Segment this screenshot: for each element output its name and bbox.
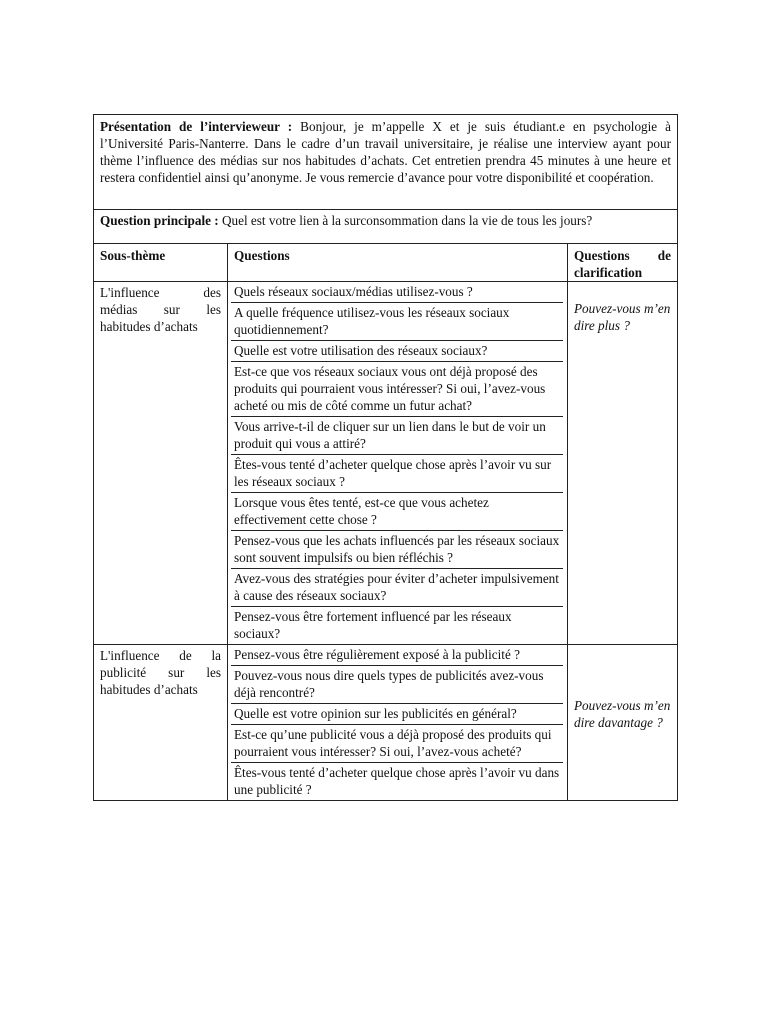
header-questions: Questions bbox=[228, 244, 568, 282]
intro-label: Présentation de l’intervieweur : bbox=[100, 119, 293, 134]
question-item: Pensez-vous être régulièrement exposé à la publicité ? bbox=[231, 645, 563, 666]
section-questions-media bbox=[228, 282, 568, 645]
section-theme-media: L'influence des médias sur les habitudes d’achats bbox=[94, 282, 228, 645]
question-item: A quelle fréquence utilisez-vous les réseaux sociaux quotidiennement? bbox=[231, 303, 563, 341]
section-row-media bbox=[94, 282, 678, 645]
intro-cell bbox=[94, 115, 678, 210]
question-item: Êtes-vous tenté d’acheter quelque chose après l’avoir vu dans une publicité ? bbox=[234, 765, 560, 797]
interview-guide bbox=[93, 114, 677, 801]
interview-table bbox=[93, 114, 678, 801]
question-item: Vous arrive-t-il de cliquer sur un lien dans le but de voir un produit qui vous a attiré? bbox=[231, 417, 563, 455]
main-question-label: Question principale : bbox=[100, 213, 219, 228]
header-theme: Sous-thème bbox=[94, 244, 228, 282]
header-clarification: Questions de clarification bbox=[568, 244, 678, 282]
main-question-cell bbox=[94, 210, 678, 244]
main-question-row bbox=[94, 210, 678, 244]
main-question-text: Quel est votre lien à la surconsommation dans la vie de tous les jours? bbox=[218, 213, 593, 228]
question-item: Êtes-vous tenté d’acheter quelque chose après l’avoir vu sur les réseaux sociaux ? bbox=[231, 455, 563, 493]
question-item: Quelle est votre utilisation des réseaux sociaux? bbox=[231, 341, 563, 362]
intro-text: Bonjour, je m’appelle X et je suis étudiant.e en psychologie à l’Université Paris-Nanterre. Dans le cadre d’un travail universitaire, je réalise une interview ayant pour thème l’influence des médias sur nos habitudes d’achats. Cet entretien prendra 45 minutes à une heure et restera confidentiel ainsi qu’anonyme. Je vous remercie d’avance pour votre disponibilité et coopération. bbox=[100, 119, 672, 185]
question-item: Pouvez-vous nous dire quels types de publicités avez-vous déjà rencontré? bbox=[231, 666, 563, 704]
question-item: Pensez-vous être fortement influencé par les réseaux sociaux? bbox=[234, 609, 512, 641]
section-theme-advertising: L'influence de la publicité sur les habitudes d’achats bbox=[94, 645, 228, 801]
question-item: Lorsque vous êtes tenté, est-ce que vous achetez effectivement cette chose ? bbox=[231, 493, 563, 531]
section-row-advertising bbox=[94, 645, 678, 801]
question-item: Est-ce que vos réseaux sociaux vous ont déjà proposé des produits qui pourraient vous intéresser? Si oui, l’avez-vous acheté ou mis de côté comme un futur achat? bbox=[231, 362, 563, 417]
section-clarification-advertising: Pouvez-vous m’en dire davantage ? bbox=[568, 645, 678, 801]
question-list-advertising bbox=[231, 645, 563, 800]
intro-row bbox=[94, 115, 678, 210]
question-item: Pensez-vous que les achats influencés par les réseaux sociaux sont souvent impulsifs ou bien réfléchis ? bbox=[231, 531, 563, 569]
question-item: Quelle est votre opinion sur les publicités en général? bbox=[231, 704, 563, 725]
question-item: Avez-vous des stratégies pour éviter d’acheter impulsivement à cause des réseaux sociaux? bbox=[231, 569, 563, 607]
question-item: Quels réseaux sociaux/médias utilisez-vous ? bbox=[231, 282, 563, 303]
section-clarification-media: Pouvez-vous m’en dire plus ? bbox=[568, 282, 678, 645]
section-questions-advertising bbox=[228, 645, 568, 801]
header-row bbox=[94, 244, 678, 282]
question-list-media bbox=[231, 282, 563, 644]
question-item: Est-ce qu’une publicité vous a déjà proposé des produits qui pourraient vous intéresser? Si oui, l’avez-vous acheté? bbox=[231, 725, 563, 763]
